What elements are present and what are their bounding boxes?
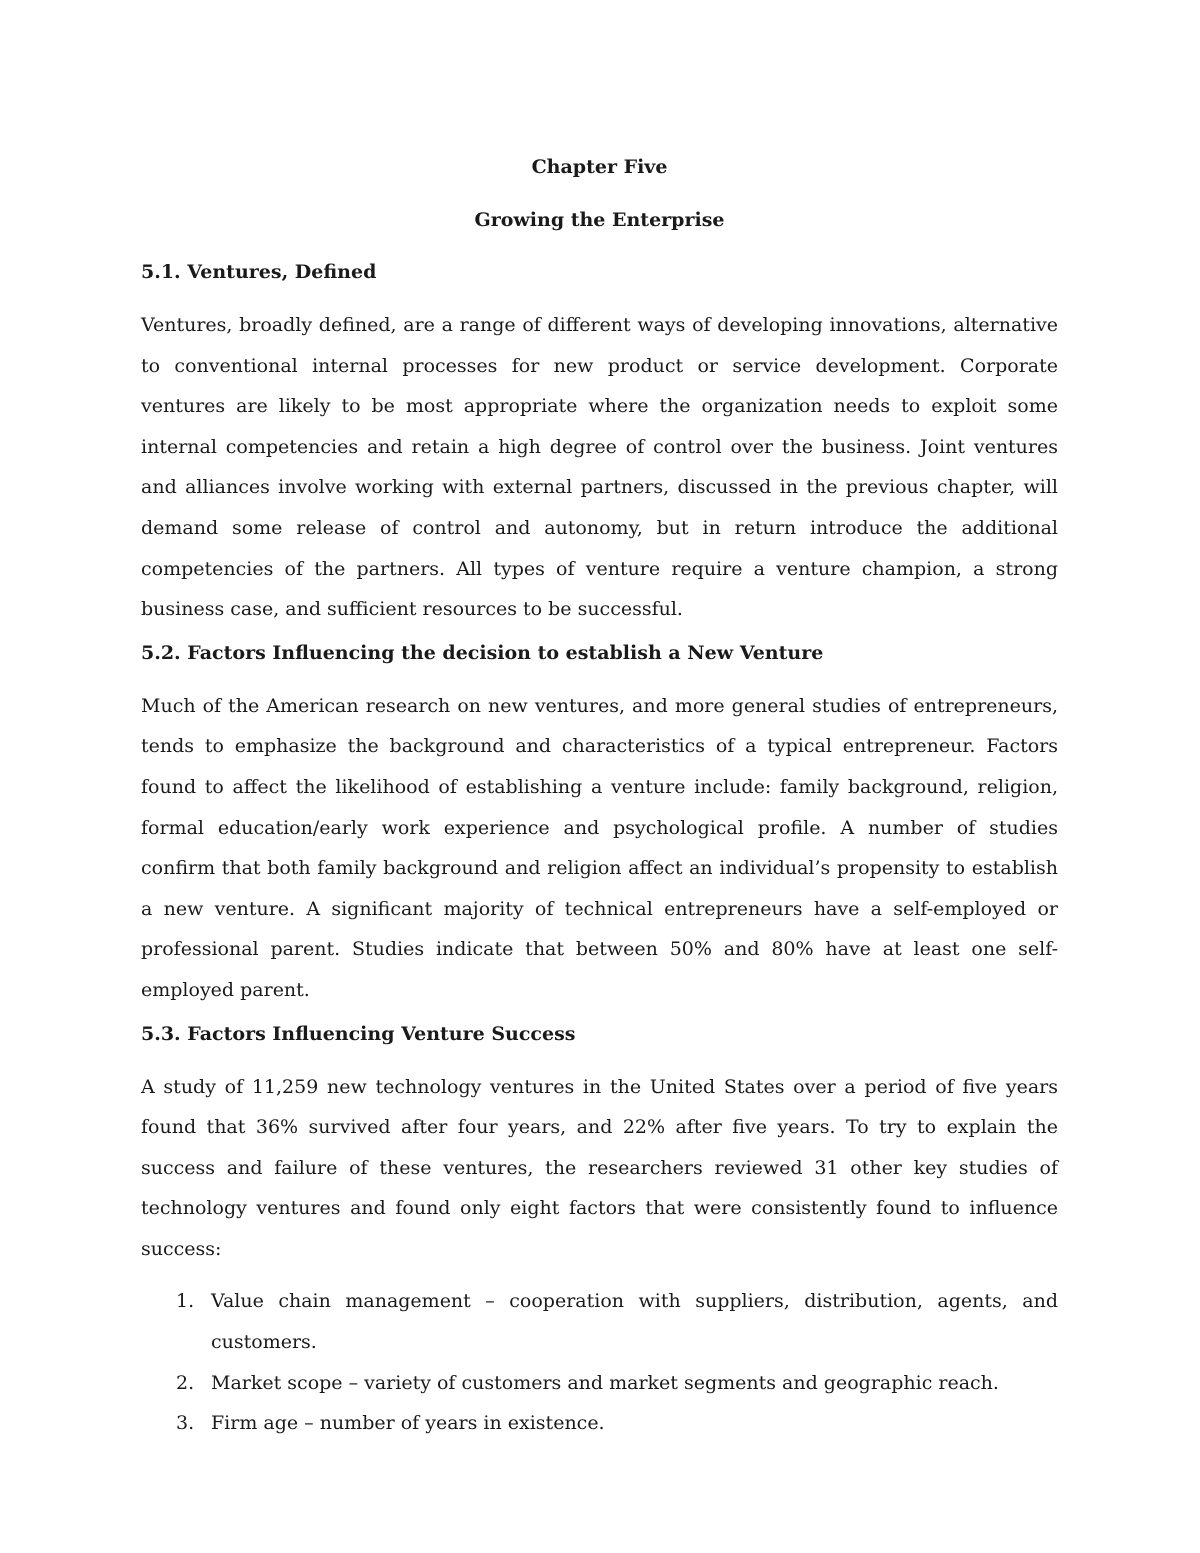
list-item-number: 1. bbox=[176, 1290, 195, 1313]
list-item-number: 2. bbox=[176, 1371, 195, 1394]
list-item-number: 3. bbox=[176, 1412, 195, 1435]
list-item bbox=[141, 1363, 1058, 1404]
list-item-text: Firm age – number of years in existence. bbox=[211, 1412, 605, 1435]
section-heading-5-2: 5.2. Factors Influencing the decision to establish a New Venture bbox=[141, 641, 824, 664]
list-item-text: Market scope – variety of customers and market segments and geographic reach. bbox=[211, 1371, 999, 1394]
chapter-subtitle: Growing the Enterprise bbox=[474, 209, 725, 231]
list-item bbox=[141, 1403, 1058, 1444]
success-factors-list bbox=[141, 1281, 1058, 1443]
section-paragraph-5-3: A study of 11,259 new technology ventures in the United States over a period of five years found that 36% survived after four years, and 22% after five years. To try to explain the success and failure of these ventures, the researchers reviewed 31 other key studies of technology ventures and found only eight factors that were consistently found to influence success: bbox=[141, 1075, 1058, 1260]
section-paragraph-5-1: Ventures, broadly defined, are a range of different ways of developing innovations, alternative to conventional internal processes for new product or service development. Corporate ventures are likely to be most appropriate where the organization needs to exploit some internal competencies and retain a high degree of control over the business. Joint ventures and alliances involve working with external partners, discussed in the previous chapter, will demand some release of control and autonomy, but in return introduce the additional competencies of the partners. All types of venture require a venture champion, a strong business case, and sufficient resources to be successful. bbox=[141, 314, 1058, 621]
document-page bbox=[141, 150, 1058, 1444]
list-item-text: Value chain management – cooperation with suppliers, distribution, agents, and customers. bbox=[211, 1290, 1058, 1354]
section-heading-5-1: 5.1. Ventures, Defined bbox=[141, 261, 377, 283]
section-paragraph-5-2: Much of the American research on new ventures, and more general studies of entrepreneurs, tends to emphasize the background and characteristics of a typical entrepreneur. Factors found to affect the likelihood of establishing a venture include: family background, religion, formal education/early work experience and psychological profile. A number of studies confirm that both family background and religion affect an individual’s propensity to establish a new venture. A significant majority of technical entrepreneurs have a self-employed or professional parent. Studies indicate that between 50% and 80% have at least one self-employed parent. bbox=[141, 694, 1058, 1001]
section-heading-5-3: 5.3. Factors Influencing Venture Success bbox=[141, 1022, 576, 1045]
chapter-title: Chapter Five bbox=[531, 156, 668, 178]
list-item bbox=[141, 1281, 1058, 1362]
